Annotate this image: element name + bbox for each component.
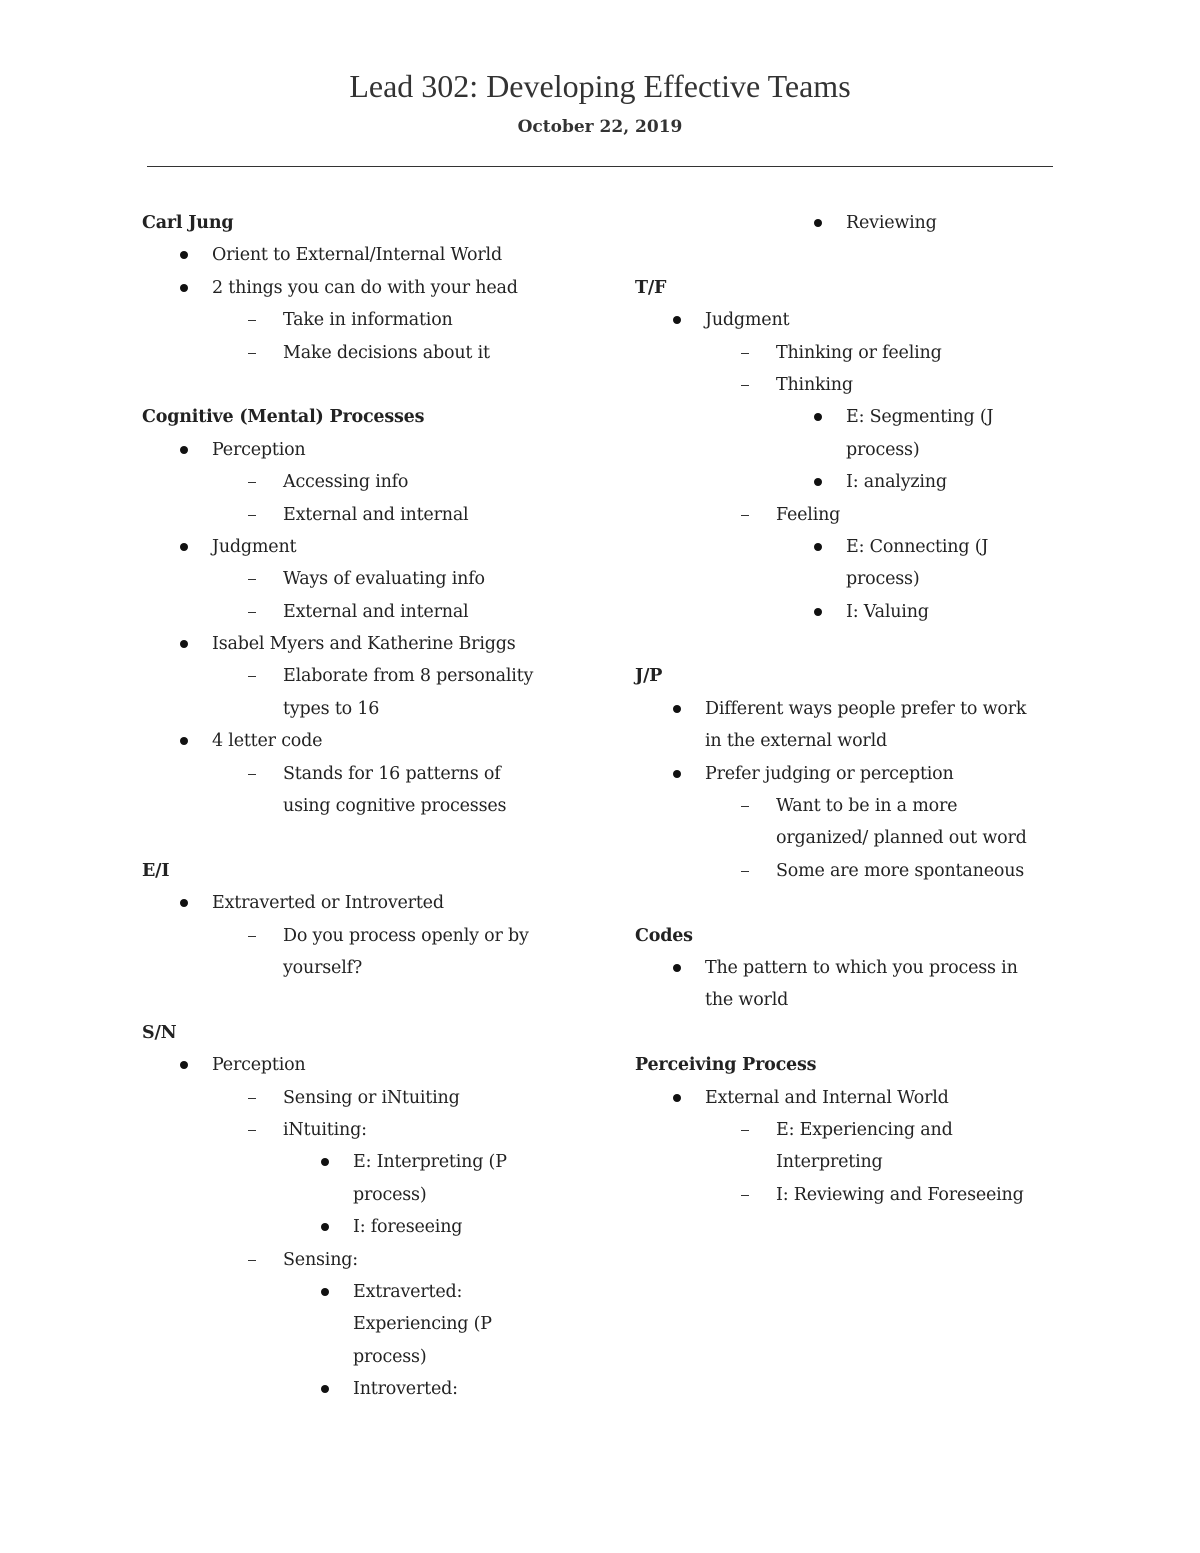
list-item: Judgment	[142, 531, 582, 563]
sub-list-item: E: Experiencing and	[635, 1114, 1065, 1146]
sub-sub-list-item: I: Valuing	[635, 596, 1065, 628]
dash-icon	[741, 515, 749, 516]
sub-list-item: External and internal	[142, 499, 582, 531]
sub-sub-list-item: I: foreseeing	[142, 1211, 582, 1243]
list-item: 4 letter code	[142, 725, 582, 757]
list-item: Perception	[142, 434, 582, 466]
list-item-continued: the world	[705, 990, 789, 1011]
list-item: Isabel Myers and Katherine Briggs	[142, 628, 582, 660]
sub-list-item: Sensing:	[142, 1244, 582, 1276]
dash-icon	[248, 612, 256, 613]
bullet-icon	[180, 251, 188, 259]
dash-icon	[248, 676, 256, 677]
list-item-continued: in the external world	[705, 731, 887, 752]
sub-list-item: I: Reviewing and Foreseeing	[635, 1179, 1065, 1211]
heading-sn: S/N	[142, 1022, 177, 1043]
dash-icon	[248, 1098, 256, 1099]
dash-icon	[741, 385, 749, 386]
sub-sub-list-item: E: Connecting (J	[635, 531, 1065, 563]
list-item: Different ways people prefer to work	[635, 693, 1065, 725]
right-column	[635, 207, 1065, 1211]
sub-list-item: External and internal	[142, 596, 582, 628]
heading-jp: J/P	[635, 666, 663, 687]
bullet-icon	[180, 1061, 188, 1069]
dash-icon	[248, 1130, 256, 1131]
bullet-icon	[321, 1385, 329, 1393]
bullet-icon	[814, 413, 822, 421]
heading-tf: T/F	[635, 277, 667, 298]
dash-icon	[248, 1260, 256, 1261]
sub-list-item-continued: organized/ planned out word	[776, 828, 1027, 849]
list-item: The pattern to which you process in	[635, 952, 1065, 984]
dash-icon	[741, 806, 749, 807]
sub-list-item: Do you process openly or by	[142, 920, 582, 952]
sub-list-item: Stands for 16 patterns of	[142, 758, 582, 790]
sub-list-item: Some are more spontaneous	[635, 855, 1065, 887]
sub-sub-list-item-continued: process)	[846, 569, 920, 590]
sub-list-item-continued: yourself?	[283, 957, 363, 978]
list-item: External and Internal World	[635, 1082, 1065, 1114]
heading-carl-jung: Carl Jung	[142, 213, 234, 233]
bullet-icon	[673, 316, 681, 324]
sub-list-item: Make decisions about it	[142, 337, 582, 369]
dash-icon	[248, 515, 256, 516]
sub-list-item: iNtuiting:	[142, 1114, 582, 1146]
bullet-icon	[180, 284, 188, 292]
sub-list-item: Thinking or feeling	[635, 337, 1065, 369]
sub-list-item: Accessing info	[142, 466, 582, 498]
left-column	[142, 207, 582, 1405]
dash-icon	[741, 353, 749, 354]
dash-icon	[741, 1130, 749, 1131]
list-item: Perception	[142, 1049, 582, 1081]
sub-sub-list-item: E: Segmenting (J	[635, 401, 1065, 433]
sub-sub-list-item-continued: process)	[846, 439, 920, 460]
sub-list-item: Want to be in a more	[635, 790, 1065, 822]
bullet-icon	[180, 737, 188, 745]
document-title: Lead 302: Developing Effective Teams	[349, 68, 851, 104]
sub-list-item-continued: using cognitive processes	[283, 796, 507, 817]
bullet-icon	[321, 1223, 329, 1231]
bullet-icon	[673, 1094, 681, 1102]
sub-sub-list-item-continued: process)	[353, 1346, 427, 1367]
dash-icon	[248, 320, 256, 321]
bullet-icon	[814, 478, 822, 486]
dash-icon	[741, 871, 749, 872]
bullet-icon	[321, 1158, 329, 1166]
dash-icon	[248, 774, 256, 775]
sub-sub-list-item: Introverted:	[142, 1373, 582, 1405]
sub-sub-list-item-continued: Experiencing (P	[353, 1314, 492, 1335]
dash-icon	[248, 482, 256, 483]
list-item: 2 things you can do with your head	[142, 272, 582, 304]
bullet-icon	[180, 640, 188, 648]
heading-perceiving-process: Perceiving Process	[635, 1055, 817, 1076]
bullet-icon	[673, 705, 681, 713]
sub-list-item-continued: types to 16	[283, 698, 380, 719]
sub-sub-list-item-continued: process)	[353, 1184, 427, 1205]
dash-icon	[248, 579, 256, 580]
sub-sub-list-item: Reviewing	[635, 207, 1065, 239]
sub-sub-list-item: E: Interpreting (P	[142, 1146, 582, 1178]
dash-icon	[248, 353, 256, 354]
sub-list-item: Ways of evaluating info	[142, 563, 582, 595]
sub-list-item: Thinking	[635, 369, 1065, 401]
bullet-icon	[321, 1288, 329, 1296]
dash-icon	[248, 936, 256, 937]
list-item: Prefer judging or perception	[635, 758, 1065, 790]
bullet-icon	[673, 964, 681, 972]
bullet-icon	[814, 608, 822, 616]
list-item: Extraverted or Introverted	[142, 887, 582, 919]
bullet-icon	[673, 770, 681, 778]
bullet-icon	[180, 543, 188, 551]
dash-icon	[741, 1195, 749, 1196]
sub-sub-list-item: I: analyzing	[635, 466, 1065, 498]
header-divider	[147, 166, 1053, 167]
heading-cognitive-processes: Cognitive (Mental) Processes	[142, 407, 425, 428]
sub-sub-list-item: Extraverted:	[142, 1276, 582, 1308]
heading-ei: E/I	[142, 860, 170, 881]
sub-list-item-continued: Interpreting	[776, 1152, 883, 1173]
document-date: October 22, 2019	[517, 117, 683, 137]
bullet-icon	[814, 219, 822, 227]
sub-list-item: Elaborate from 8 personality	[142, 660, 582, 692]
bullet-icon	[814, 543, 822, 551]
sub-list-item: Take in information	[142, 304, 582, 336]
bullet-icon	[180, 899, 188, 907]
sub-list-item: Sensing or iNtuiting	[142, 1082, 582, 1114]
list-item: Orient to External/Internal World	[142, 239, 582, 271]
heading-codes: Codes	[635, 925, 693, 946]
list-item: Judgment	[635, 304, 1065, 336]
bullet-icon	[180, 446, 188, 454]
sub-list-item: Feeling	[635, 499, 1065, 531]
